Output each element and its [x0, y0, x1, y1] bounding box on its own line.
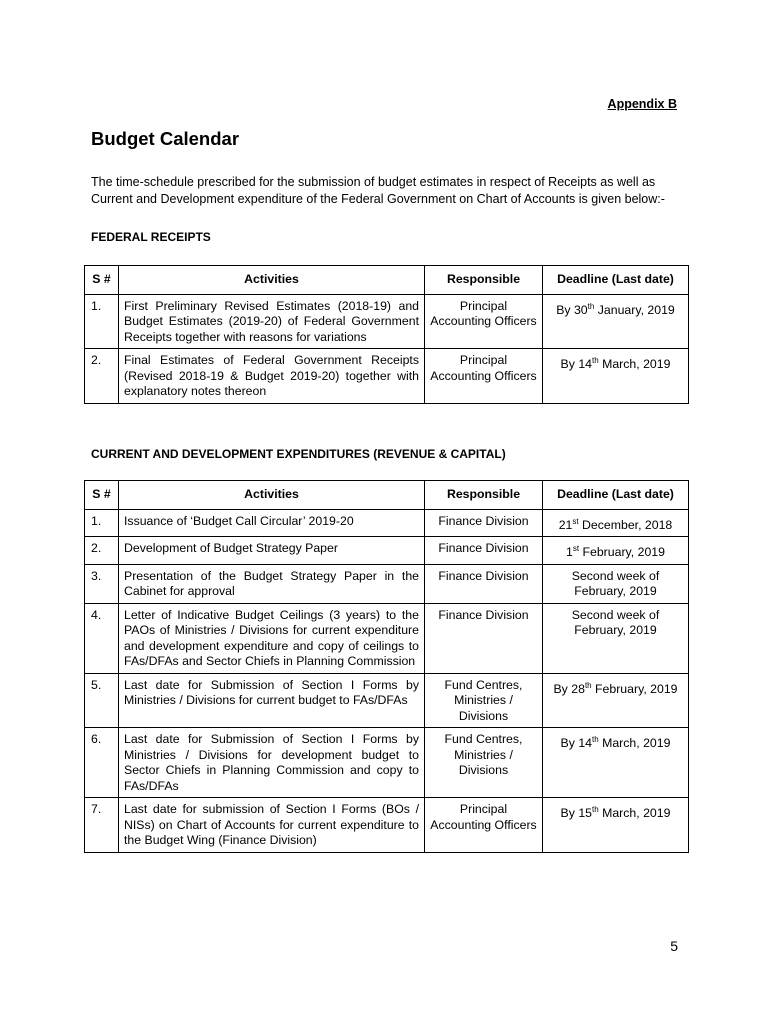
deadline-text-rest: December, 2018: [578, 517, 673, 532]
row-number: 3.: [85, 564, 119, 603]
deadline-text: 21: [558, 517, 573, 532]
federal-receipts-table: [84, 265, 689, 404]
deadline-text-rest: March, 2019: [598, 357, 671, 372]
row-deadline: [543, 537, 689, 565]
row-number: 6.: [85, 728, 119, 798]
page-title: Budget Calendar: [91, 128, 240, 149]
header-responsible: Responsible: [425, 266, 543, 295]
deadline-ordinal-suffix: st: [572, 516, 579, 526]
table-row: [85, 294, 689, 349]
header-deadline: Deadline (Last date): [543, 481, 689, 510]
row-activity: Last date for Submission of Section I Forms by Ministries / Divisions for current budget to FAs/DFAs: [119, 673, 425, 728]
deadline-ordinal-suffix: th: [592, 735, 599, 745]
header-sn: S #: [85, 481, 119, 510]
row-activity: Issuance of ‘Budget Call Circular’ 2019-20: [119, 509, 425, 537]
deadline-text: By 28: [553, 681, 585, 696]
row-responsible: Principal Accounting Officers: [425, 294, 543, 349]
row-deadline: [543, 349, 689, 404]
deadline-text-rest: January, 2019: [594, 302, 675, 317]
deadline-text: 1: [566, 545, 573, 560]
table-row: [85, 728, 689, 798]
row-number: 2.: [85, 349, 119, 404]
row-responsible: Finance Division: [425, 509, 543, 537]
deadline-ordinal-suffix: th: [592, 805, 599, 815]
row-activity: First Preliminary Revised Estimates (2018-19) and Budget Estimates (2019-20) of Federal Government Receipts together with reasons for variations: [119, 294, 425, 349]
deadline-text: Second week of February, 2019: [571, 607, 660, 638]
deadline-text-rest: March, 2019: [598, 806, 671, 821]
header-sn: S #: [85, 266, 119, 295]
row-responsible: Finance Division: [425, 537, 543, 565]
row-activity: Final Estimates of Federal Government Receipts (Revised 2018-19 & Budget 2019-20) together with explanatory notes thereon: [119, 349, 425, 404]
expenditures-heading: CURRENT AND DEVELOPMENT EXPENDITURES (REVENUE & CAPITAL): [91, 447, 506, 461]
table-header-row: [85, 266, 689, 295]
row-activity: Last date for Submission of Section I Forms by Ministries / Divisions for development budget to Sector Chiefs in Planning Commission and copy to FAs/DFAs: [119, 728, 425, 798]
header-deadline: Deadline (Last date): [543, 266, 689, 295]
row-responsible: Principal Accounting Officers: [425, 798, 543, 853]
row-number: 2.: [85, 537, 119, 565]
row-deadline: [543, 294, 689, 349]
row-number: 4.: [85, 603, 119, 673]
table-header-row: [85, 481, 689, 510]
deadline-ordinal-suffix: th: [592, 356, 599, 365]
expenditures-table: [84, 480, 689, 853]
row-activity: Presentation of the Budget Strategy Paper in the Cabinet for approval: [119, 564, 425, 603]
deadline-text: By 14: [560, 357, 592, 372]
appendix-label: Appendix B: [607, 97, 677, 111]
federal-receipts-heading: FEDERAL RECEIPTS: [91, 230, 211, 244]
deadline-text-rest: February, 2019: [579, 545, 665, 560]
row-number: 5.: [85, 673, 119, 728]
deadline-ordinal-suffix: th: [587, 301, 595, 311]
row-responsible: Finance Division: [425, 564, 543, 603]
deadline-ordinal-suffix: st: [572, 544, 580, 554]
deadline-text-rest: March, 2019: [598, 736, 671, 751]
table-row: [85, 673, 689, 728]
deadline-text: By 30: [556, 302, 588, 317]
row-deadline: [543, 509, 689, 537]
row-responsible: Fund Centres, Ministries / Divisions: [425, 673, 543, 728]
row-responsible: Principal Accounting Officers: [425, 349, 543, 404]
row-deadline: [543, 603, 689, 673]
table-row: [85, 509, 689, 537]
page-number: 5: [670, 938, 678, 954]
table-row: [85, 798, 689, 853]
header-activities: Activities: [119, 481, 425, 510]
table-row: [85, 537, 689, 565]
row-deadline: [543, 728, 689, 798]
deadline-text-rest: February, 2019: [591, 681, 678, 696]
row-number: 1.: [85, 509, 119, 537]
row-responsible: Fund Centres, Ministries / Divisions: [425, 728, 543, 798]
row-number: 1.: [85, 294, 119, 349]
row-activity: Last date for submission of Section I Forms (BOs / NISs) on Chart of Accounts for current expenditure to the Budget Wing (Finance Division): [119, 798, 425, 853]
header-activities: Activities: [119, 266, 425, 295]
table-row: [85, 603, 689, 673]
table-row: [85, 564, 689, 603]
row-responsible: Finance Division: [425, 603, 543, 673]
deadline-ordinal-suffix: th: [584, 680, 592, 690]
row-deadline: [543, 798, 689, 853]
header-responsible: Responsible: [425, 481, 543, 510]
table-row: [85, 349, 689, 404]
intro-paragraph: The time-schedule prescribed for the submission of budget estimates in respect of Receipts as well as Current and Development expenditure of the Federal Government on Chart of Accounts is given below:-: [91, 175, 665, 206]
row-number: 7.: [85, 798, 119, 853]
row-deadline: [543, 673, 689, 728]
row-activity: Development of Budget Strategy Paper: [119, 537, 425, 565]
deadline-text: By 15: [560, 806, 592, 821]
deadline-text: Second week of February, 2019: [571, 568, 660, 599]
row-deadline: [543, 564, 689, 603]
deadline-text: By 14: [560, 736, 592, 751]
row-activity: Letter of Indicative Budget Ceilings (3 years) to the PAOs of Ministries / Divisions for current expenditure and development expenditure and copy of ceilings to FAs/DFAs and Sector Chiefs in Planning Commission: [119, 603, 425, 673]
